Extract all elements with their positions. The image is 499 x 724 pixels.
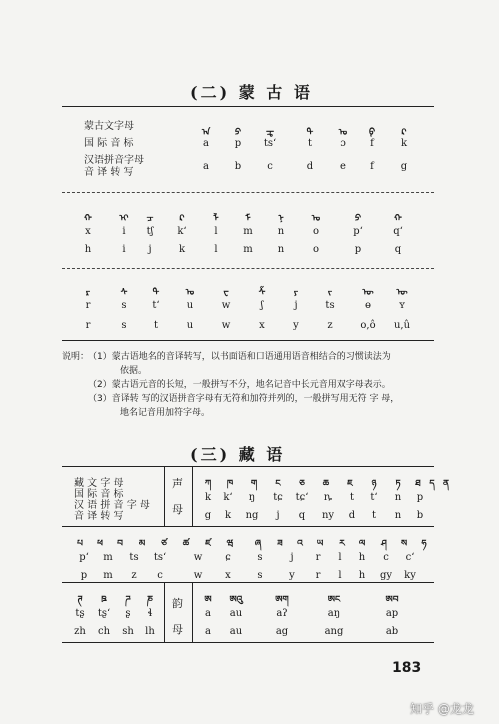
pinyin-value: s <box>257 570 263 581</box>
pinyin-value: y <box>289 570 295 581</box>
ipa-value: ȵ <box>323 492 333 503</box>
pinyin-value: d <box>348 510 356 521</box>
mongolian-letter: ᠣ <box>311 214 321 224</box>
tibetan-letter: འ <box>297 539 303 549</box>
tibetan-letter: ང <box>275 479 281 489</box>
pinyin-value: y <box>293 320 299 331</box>
tibetan-label-divider <box>164 466 165 526</box>
ipa-value: s <box>257 552 263 563</box>
ipa-value: pʻ <box>353 226 363 237</box>
initials-label-1: 声 <box>172 477 183 490</box>
ipa-value: qʻ <box>393 226 403 237</box>
pinyin-value: n <box>277 244 285 255</box>
ipa-value: tʻ <box>152 300 160 311</box>
pinyin-value: f <box>370 161 374 172</box>
tibetan-letter: ཅ <box>299 479 305 489</box>
ipa-value: u <box>186 300 194 311</box>
pinyin-value: d <box>306 161 314 172</box>
mongolian-letter: ᠬ <box>394 214 402 224</box>
pinyin-value: j <box>148 244 152 255</box>
mongolian-letter: ᠬ <box>84 214 92 224</box>
tibetan-letter: ཊ <box>77 595 83 605</box>
ipa-value: k <box>204 492 212 503</box>
tibetan-letter: མ <box>138 539 146 549</box>
pinyin-value: u,û <box>393 320 411 331</box>
ipa-value: s <box>121 300 127 311</box>
ipa-value: w <box>221 300 231 311</box>
ipa-value: ɔ <box>340 138 346 149</box>
tibetan-final: ཨང <box>327 595 341 605</box>
tibetan-letter: པ <box>77 539 83 549</box>
ipa-value: ɕ <box>225 552 231 563</box>
watermark: 知乎 @龙龙 <box>410 702 474 716</box>
pinyin-value: au <box>229 626 243 637</box>
ipa-value: h <box>358 552 366 563</box>
tibetan-letter: ཤ <box>381 539 387 549</box>
mongolian-divider-2 <box>62 268 434 269</box>
tibetan-letter: ས <box>400 539 408 549</box>
ipa-value: ts <box>325 300 335 311</box>
note-1: （1）蒙古语地名的音译转写，以书面语和口语通用语音相结合的习惯读法为 <box>88 352 391 362</box>
pinyin-value: i <box>122 244 126 255</box>
ipa-value: au <box>229 608 243 619</box>
mongolian-letter: ᠶ <box>293 288 299 298</box>
pinyin-value: a <box>205 626 211 637</box>
pinyin-value: ag <box>275 626 289 637</box>
mongolian-letter: ᠺ <box>179 214 185 224</box>
pinyin-value: ky <box>404 570 416 581</box>
pinyin-value: g <box>400 161 408 172</box>
pinyin-value: o,ô <box>360 320 376 331</box>
ipa-value: m <box>103 552 113 563</box>
tibetan-letter: ག <box>250 479 258 489</box>
mongolian-letter: ᠢ <box>119 214 129 224</box>
pinyin-value: ab <box>385 626 399 637</box>
notes-label: 说明： <box>62 352 90 362</box>
mongolian-letter: ᠫ <box>354 214 362 224</box>
pinyin-value: w <box>193 570 203 581</box>
pinyin-value: x <box>259 320 265 331</box>
tibetan-divider-2 <box>62 582 434 583</box>
mongolian-letter: ᠰ <box>120 288 128 298</box>
pinyin-value: q <box>394 244 402 255</box>
pinyin-value: s <box>121 320 127 331</box>
mongolian-letter: ᠨ <box>278 214 284 224</box>
pinyin-value: u <box>186 320 194 331</box>
ipa-value: a <box>203 138 209 149</box>
tibetan-letter: ཐ <box>415 479 421 489</box>
mongolian-letter: ᠲ <box>152 288 160 298</box>
mongolian-label-script: 蒙古文字母 <box>84 121 134 132</box>
mongolian-letter: ᠤ <box>185 288 195 298</box>
mongolian-letter: ᠹ <box>368 128 376 138</box>
mongolian-letter: ᠲ <box>306 128 314 138</box>
tibetan-top-rule <box>62 466 434 467</box>
ipa-value: tsʻ <box>153 552 167 563</box>
ipa-value: j <box>294 300 298 311</box>
ipa-value: ʃ <box>260 300 264 311</box>
ipa-value: t <box>349 492 355 503</box>
pinyin-value: lh <box>145 626 155 637</box>
finals-label-1: 韵 <box>172 597 183 610</box>
mongolian-letter: ᠯ <box>213 214 219 224</box>
tibetan-letter: ལ <box>358 539 366 549</box>
initials-label-2: 母 <box>172 503 183 516</box>
tibetan-letter: ཎ <box>146 595 153 605</box>
ipa-value: kʻ <box>177 226 187 237</box>
ipa-value: ʏ <box>398 300 406 311</box>
mongolian-letter: ᠼ <box>265 128 275 138</box>
tibetan-letter: ན <box>442 479 449 489</box>
pinyin-value: h <box>358 570 366 581</box>
tibetan-final: ཨའུ <box>229 595 243 605</box>
tibetan-final: ཨག <box>275 595 289 605</box>
tibetan-letter: ཚ <box>182 539 190 549</box>
pinyin-value: m <box>243 244 253 255</box>
tibetan-label-pinyin: 汉 语 拼 音 字 母 <box>74 500 150 511</box>
tibetan-letter: ཉ <box>371 479 377 489</box>
pinyin-value: r <box>315 570 321 581</box>
pinyin-value: k <box>178 244 186 255</box>
tibetan-letter: བ <box>117 539 123 549</box>
ipa-value: l <box>214 226 218 237</box>
pinyin-value: o <box>312 244 320 255</box>
mongolian-divider-1 <box>62 192 434 193</box>
pinyin-value: m <box>103 570 113 581</box>
ipa-value: tɕʻ <box>295 492 309 503</box>
ipa-value: r <box>315 552 321 563</box>
mongolian-label-ipa: 国 际 音 标 <box>84 138 134 149</box>
tibetan-letter: ཝ <box>226 539 234 549</box>
page-number: 183 <box>392 660 422 676</box>
pinyin-value: ny <box>321 510 335 521</box>
pinyin-value: ang <box>324 626 344 637</box>
ipa-value: tʃ <box>146 226 154 237</box>
pinyin-value: sh <box>122 626 134 637</box>
ipa-value: tsʻ <box>263 138 277 149</box>
pinyin-value: ch <box>97 626 111 637</box>
mongolian-letter: ᠣ <box>338 128 348 138</box>
tibetan-letter: ཟ <box>277 539 283 549</box>
ipa-value: p <box>234 138 242 149</box>
pinyin-value: zh <box>74 626 86 637</box>
ipa-value: x <box>85 226 91 237</box>
ipa-value: i <box>122 226 126 237</box>
ipa-value: aʔ <box>276 608 288 619</box>
ipa-value: a <box>205 608 211 619</box>
ipa-value: j <box>290 552 294 563</box>
note-2: （2）蒙古语元音的长短，一般拼写不分，地名记音中长元音用双字母表示。 <box>88 380 391 390</box>
pinyin-value: x <box>225 570 231 581</box>
pinyin-value: z <box>131 570 137 581</box>
tibetan-letter: ཡ <box>316 539 324 549</box>
ipa-value: k <box>400 138 408 149</box>
ipa-value: tʻ <box>370 492 378 503</box>
tibetan-letter: ར <box>339 539 345 549</box>
pinyin-value: ng <box>245 510 259 521</box>
ipa-value: n <box>394 492 402 503</box>
mongolian-letter: ᠦ <box>396 288 408 298</box>
tibetan-letter: ད <box>429 479 435 489</box>
tibetan-letter: ཇ <box>347 479 353 489</box>
tibetan-letter: ཏ <box>395 479 401 489</box>
ipa-value: aŋ <box>327 608 341 619</box>
ipa-value: tʂ <box>75 608 85 619</box>
ipa-value: ts <box>129 552 139 563</box>
tibetan-bottom-rule <box>62 642 434 643</box>
ipa-value: ʂ <box>125 608 131 619</box>
pinyin-value: k <box>224 510 232 521</box>
ipa-value: f <box>370 138 374 149</box>
note-1-cont: 依据。 <box>120 366 148 376</box>
ipa-value: n <box>277 226 285 237</box>
pinyin-value: c <box>157 570 163 581</box>
tibetan-letter: ཀ <box>204 479 212 489</box>
tibetan-letter: ཌ <box>125 595 131 605</box>
ipa-value: w <box>193 552 203 563</box>
mongolian-title-rule <box>62 106 434 107</box>
ipa-value: kʻ <box>223 492 233 503</box>
pinyin-value: c <box>267 161 273 172</box>
ipa-value: ɬ <box>147 608 153 619</box>
ipa-value: tʂʻ <box>97 608 111 619</box>
mongolian-letter: ᠵ <box>327 288 333 298</box>
tibetan-letter: ཕ <box>97 539 103 549</box>
pinyin-value: w <box>221 320 231 331</box>
ipa-value: ap <box>385 608 399 619</box>
pinyin-value: g <box>204 510 212 521</box>
tibetan-divider-1 <box>62 526 434 527</box>
ipa-value: o <box>312 226 320 237</box>
pinyin-value: n <box>394 510 402 521</box>
mongolian-letter: ᠴ <box>146 214 154 224</box>
mongolian-letter: ᠮ <box>245 214 251 224</box>
ipa-value: r <box>85 300 91 311</box>
pinyin-value: z <box>327 320 333 331</box>
note-3: （3）音译转 写的汉语拼音字母有无符和加符并列的，一般拼写用无符 字 母， <box>88 394 400 404</box>
note-3-cont: 地名记音用加符字母。 <box>120 408 211 418</box>
mongolian-letter: ᠫ <box>234 128 242 138</box>
ipa-value: ŋ <box>248 492 256 503</box>
mongolian-section-title: (二) 蒙 古 语 <box>190 83 313 102</box>
ipa-value: p <box>416 492 424 503</box>
pinyin-value: l <box>338 570 342 581</box>
pinyin-value: b <box>234 161 242 172</box>
tibetan-letter: ཞ <box>254 539 262 549</box>
mongolian-letter: ᠠ <box>201 128 211 138</box>
pinyin-value: p <box>80 570 88 581</box>
ipa-value: pʻ <box>79 552 89 563</box>
tibetan-label-script: 藏 文 字 母 <box>74 478 124 489</box>
tibetan-letter: ཋ <box>101 595 107 605</box>
mongolian-letter: ᠥ <box>362 288 374 298</box>
ipa-value: tɕ <box>273 492 283 503</box>
mongolian-letter: ᠷ <box>85 288 91 298</box>
mongolian-letter: ᠺ <box>401 128 407 138</box>
ipa-value: t <box>307 138 313 149</box>
pinyin-value: q <box>298 510 306 521</box>
tibetan-label-ipa: 国 际 音 标 <box>74 489 124 500</box>
pinyin-value: h <box>84 244 92 255</box>
tibetan-label-transcription: 音 译 转 写 <box>74 511 124 522</box>
pinyin-value: j <box>276 510 280 521</box>
mongolian-letter: ᠸ <box>223 288 229 298</box>
ipa-value: cʻ <box>405 552 415 563</box>
pinyin-value: b <box>416 510 424 521</box>
pinyin-value: a <box>203 161 209 172</box>
mongolian-label-transcription: 音 译 转 写 <box>84 167 134 178</box>
tibetan-letter: ཆ <box>322 479 330 489</box>
tibetan-final: ཨབ <box>385 595 399 605</box>
finals-label-2: 母 <box>172 623 183 636</box>
mongolian-letter: ᠱ <box>258 288 266 298</box>
pinyin-value: t <box>153 320 159 331</box>
mongolian-label-pinyin: 汉语拼音字母 <box>84 155 144 166</box>
tibetan-section-title: (三) 藏 语 <box>190 445 286 464</box>
pinyin-value: l <box>214 244 218 255</box>
ipa-value: m <box>243 226 253 237</box>
ipa-value: c <box>383 552 389 563</box>
ipa-value: l <box>338 552 342 563</box>
tibetan-letter: ཛ <box>205 539 211 549</box>
pinyin-value: r <box>85 320 91 331</box>
pinyin-value: e <box>340 161 346 172</box>
tibetan-letter: ཙ <box>161 539 167 549</box>
pinyin-value: gy <box>379 570 393 581</box>
pinyin-value: t <box>371 510 377 521</box>
tibetan-letter: ཁ <box>226 479 234 489</box>
mongolian-bottom-rule <box>62 340 434 341</box>
tibetan-final: ཨ <box>204 595 212 605</box>
pinyin-value: p <box>354 244 362 255</box>
tibetan-letter: ཧ <box>421 539 427 549</box>
ipa-value: ɵ <box>364 300 372 311</box>
